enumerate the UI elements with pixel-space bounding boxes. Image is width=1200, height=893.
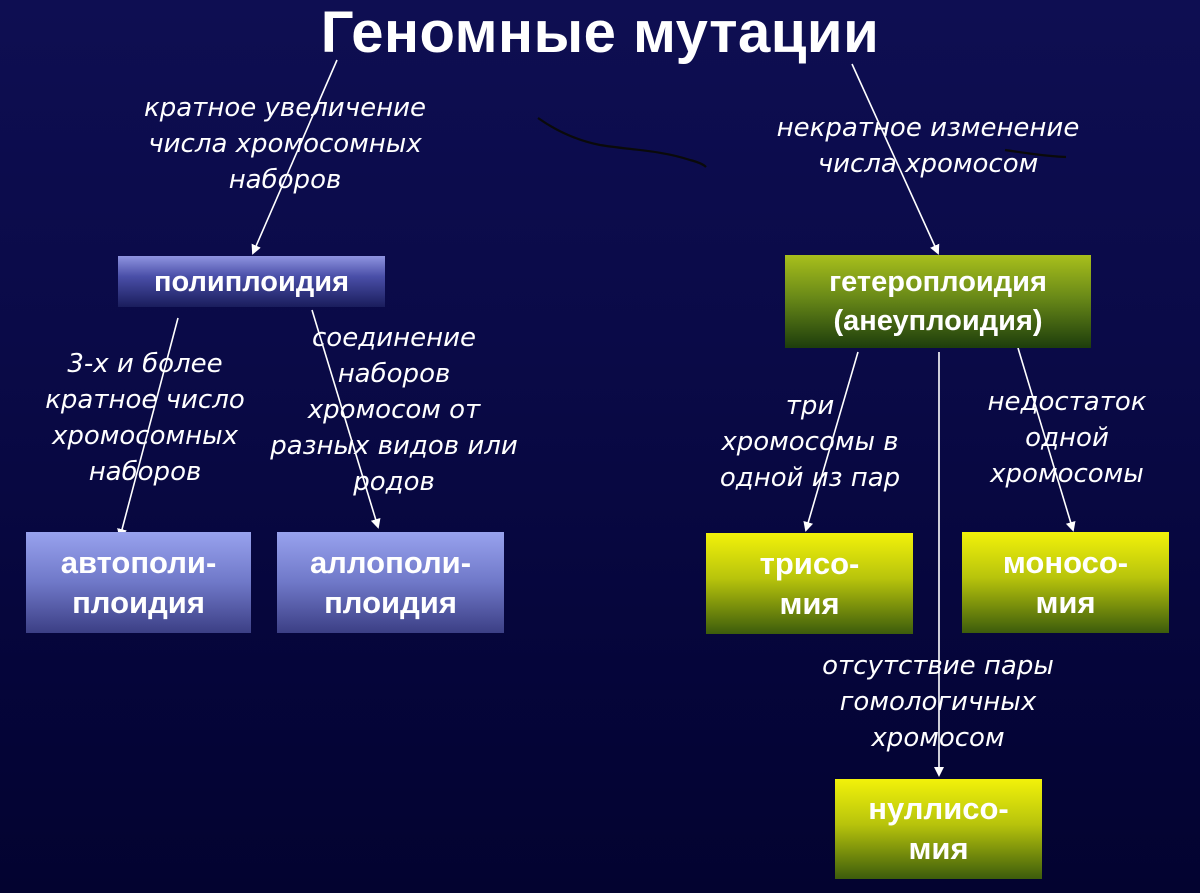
pen-stroke-left — [538, 118, 706, 167]
note-trisomy: три хромосомы в одной из пар — [719, 391, 901, 493]
note-allopolyploidy: соединение наборов хромосом от разных видов или родов — [270, 323, 518, 497]
page-title: Геномные мутации — [320, 0, 880, 65]
box-polyploidy: полиплоидия — [118, 256, 385, 307]
note-nullisomy: отсутствие пары гомологичных хромосом — [822, 651, 1054, 753]
note-nonmultiple-change: некратное изменение числа хромосом — [776, 113, 1080, 179]
note-monosomy: недостаток одной хромосомы — [987, 387, 1147, 489]
box-monosomy: моносо- мия — [962, 532, 1169, 633]
box-nullisomy: нуллисо- мия — [835, 779, 1042, 879]
box-allopolyploidy: аллополи- плоидия — [277, 532, 504, 633]
note-autopolyploidy: 3-х и более кратное число хромосомных наборов — [45, 349, 245, 487]
box-autopolyploidy: автополи- плоидия — [26, 532, 251, 633]
box-trisomy: трисо- мия — [706, 533, 913, 634]
note-multiple-increase: кратное увеличение числа хромосомных наборов — [144, 93, 426, 195]
box-heteroploidy: гетероплоидия (анеуплоидия) — [785, 255, 1091, 348]
